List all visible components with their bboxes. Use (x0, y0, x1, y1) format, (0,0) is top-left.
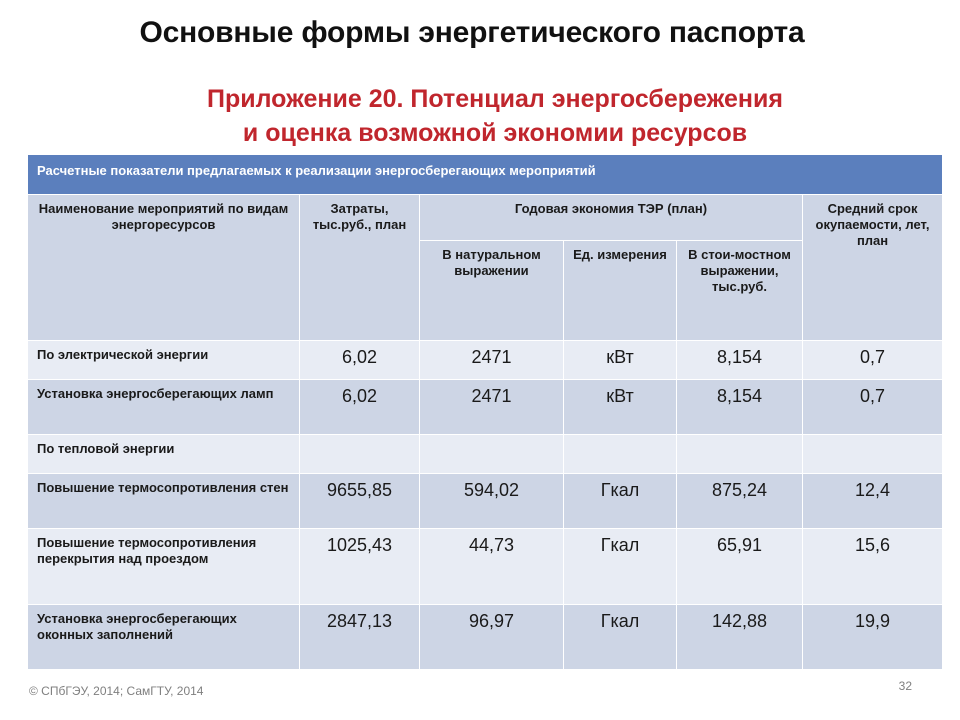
row-cost: 6,02 (300, 380, 420, 435)
row-unit (564, 435, 677, 474)
row-unit: кВт (564, 380, 677, 435)
header-natural: В натуральном выражении (420, 241, 564, 341)
row-natural: 96,97 (420, 605, 564, 670)
row-name: Установка энергосберегающих ламп (28, 380, 300, 435)
row-payback: 0,7 (803, 380, 943, 435)
table-row (28, 529, 943, 605)
page-number: 32 (898, 679, 912, 693)
row-name: По электрической энергии (28, 341, 300, 380)
row-unit: Гкал (564, 605, 677, 670)
row-cost: 6,02 (300, 341, 420, 380)
row-payback: 12,4 (803, 474, 943, 529)
row-natural (420, 435, 564, 474)
row-value: 8,154 (677, 341, 803, 380)
row-natural: 2471 (420, 380, 564, 435)
row-payback (803, 435, 943, 474)
row-payback: 19,9 (803, 605, 943, 670)
slide-subtitle (160, 82, 830, 150)
header-payback: Средний срок окупаемости, лет, план (803, 195, 943, 341)
row-natural: 44,73 (420, 529, 564, 605)
table-row (28, 605, 943, 670)
row-value: 142,88 (677, 605, 803, 670)
row-unit: Гкал (564, 474, 677, 529)
row-name: Повышение термосопротивления стен (28, 474, 300, 529)
table-row (28, 341, 943, 380)
row-cost: 2847,13 (300, 605, 420, 670)
header-name: Наименование мероприятий по видам энергоресурсов (28, 195, 300, 341)
row-value: 875,24 (677, 474, 803, 529)
row-payback: 0,7 (803, 341, 943, 380)
row-name: По тепловой энергии (28, 435, 300, 474)
subtitle-line-2: и оценка возможной экономии ресурсов (242, 119, 748, 147)
row-name: Повышение термосопротивления перекрытия над проездом (28, 529, 300, 605)
slide-title: Основные формы энергетического паспорта (139, 16, 805, 49)
row-name: Установка энергосберегающих оконных заполнений (28, 605, 300, 670)
row-value: 8,154 (677, 380, 803, 435)
energy-passport-table (27, 154, 943, 670)
table-caption: Расчетные показатели предлагаемых к реализации энергосберегающих мероприятий (28, 155, 943, 195)
footer-copyright: © СПбГЭУ, 2014; СамГТУ, 2014 (29, 684, 204, 698)
table-row (28, 474, 943, 529)
row-value: 65,91 (677, 529, 803, 605)
table-row (28, 435, 943, 474)
row-cost: 1025,43 (300, 529, 420, 605)
row-natural: 2471 (420, 341, 564, 380)
row-unit: кВт (564, 341, 677, 380)
row-payback: 15,6 (803, 529, 943, 605)
row-value (677, 435, 803, 474)
row-unit: Гкал (564, 529, 677, 605)
header-savings: Годовая экономия ТЭР (план) (420, 195, 803, 241)
header-value: В стои-мостном выражении, тыс.руб. (677, 241, 803, 341)
row-natural: 594,02 (420, 474, 564, 529)
subtitle-line-1: Приложение 20. Потенциал энергосбережения (207, 85, 783, 113)
table-row (28, 380, 943, 435)
row-cost (300, 435, 420, 474)
header-cost: Затраты, тыс.руб., план (300, 195, 420, 341)
header-unit: Ед. измерения (564, 241, 677, 341)
row-cost: 9655,85 (300, 474, 420, 529)
